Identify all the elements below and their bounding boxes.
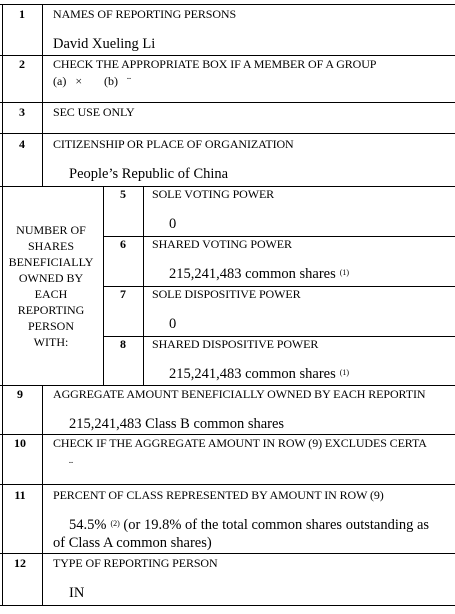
reporting-person-name: David Xueling Li bbox=[53, 36, 156, 52]
aggregate-amount-value: 215,241,483 Class B common shares bbox=[69, 416, 285, 432]
side-label-line: REPORTING bbox=[17, 303, 85, 317]
row-9-number: 9 bbox=[17, 387, 23, 401]
side-label-line: PERSON bbox=[27, 319, 74, 333]
rule bbox=[143, 186, 144, 386]
row-3-number: 3 bbox=[19, 105, 25, 119]
shared-voting-power-value bbox=[169, 266, 349, 283]
option-b-checkbox[interactable]: ¨ bbox=[127, 74, 131, 88]
side-label-line: WITH: bbox=[33, 335, 69, 349]
footnote-ref: (1) bbox=[339, 368, 350, 377]
row-8-number: 8 bbox=[120, 337, 126, 351]
row-4-label: CITIZENSHIP OR PLACE OF ORGANIZATION bbox=[53, 137, 294, 151]
row-5-number: 5 bbox=[120, 187, 126, 201]
percent-value: 54.5% bbox=[69, 517, 107, 533]
row-9-label: AGGREGATE AMOUNT BENEFICIALLY OWNED BY EACH REPORTIN bbox=[53, 387, 426, 401]
percent-of-class-value bbox=[69, 517, 429, 534]
row-6-number: 6 bbox=[120, 237, 126, 251]
row-7-number: 7 bbox=[120, 287, 126, 301]
row-12-label: TYPE OF REPORTING PERSON bbox=[53, 556, 218, 570]
rule bbox=[0, 102, 455, 103]
percent-value-detail: (or 19.8% of the total common shares outstanding as bbox=[123, 517, 430, 533]
shared-dispositive-shares: 215,241,483 common shares bbox=[169, 366, 336, 382]
shares-owned-side-label bbox=[2, 222, 100, 350]
rule bbox=[0, 605, 455, 606]
side-label-line: BENEFICIALLY bbox=[8, 255, 94, 269]
row-4-number: 4 bbox=[19, 137, 25, 151]
footnote-ref: (1) bbox=[339, 268, 350, 277]
rule bbox=[0, 133, 455, 134]
side-label-line: NUMBER OF bbox=[16, 223, 86, 237]
option-a-checkbox[interactable]: × bbox=[75, 74, 83, 88]
side-label-line: EACH bbox=[34, 287, 68, 301]
row-1-label: NAMES OF REPORTING PERSONS bbox=[53, 7, 237, 21]
sole-dispositive-power-value: 0 bbox=[169, 316, 177, 332]
row-8-label: SHARED DISPOSITIVE POWER bbox=[152, 337, 319, 351]
row-11-number: 11 bbox=[14, 488, 26, 502]
rule bbox=[0, 484, 455, 485]
rule bbox=[0, 385, 455, 386]
shared-dispositive-power-value bbox=[169, 366, 349, 383]
row-7-label: SOLE DISPOSITIVE POWER bbox=[152, 287, 301, 301]
rule bbox=[0, 55, 455, 56]
group-option-b bbox=[104, 74, 131, 89]
row-6-label: SHARED VOTING POWER bbox=[152, 237, 292, 251]
group-option-a bbox=[53, 74, 82, 89]
row-2-number: 2 bbox=[19, 57, 25, 71]
row-12-number: 12 bbox=[14, 556, 26, 570]
reporting-person-type-value: IN bbox=[69, 585, 85, 601]
row-1-number: 1 bbox=[19, 7, 25, 21]
percent-value-line-2: of Class A common shares) bbox=[53, 535, 212, 551]
sole-voting-power-value: 0 bbox=[169, 216, 177, 232]
row-10-label: CHECK IF THE AGGREGATE AMOUNT IN ROW (9) EXCLUDES CERTA bbox=[53, 436, 427, 450]
row-2-label: CHECK THE APPROPRIATE BOX IF A MEMBER OF A GROUP bbox=[53, 57, 377, 71]
rule bbox=[0, 434, 455, 435]
citizenship-value: People’s Republic of China bbox=[69, 166, 229, 182]
row-11-label: PERCENT OF CLASS REPRESENTED BY AMOUNT IN ROW (9) bbox=[53, 488, 384, 502]
row-10-number: 10 bbox=[14, 436, 26, 450]
rule bbox=[103, 186, 104, 386]
shared-voting-shares: 215,241,483 common shares bbox=[169, 266, 336, 282]
excludes-checkbox[interactable]: ¨ bbox=[69, 458, 73, 472]
option-a-label: (a) bbox=[53, 74, 67, 88]
side-label-line: SHARES bbox=[27, 239, 74, 253]
rule bbox=[0, 4, 455, 5]
row-5-label: SOLE VOTING POWER bbox=[152, 187, 275, 201]
row-3-label: SEC USE ONLY bbox=[53, 105, 135, 119]
side-label-line: OWNED BY bbox=[18, 271, 84, 285]
rule bbox=[42, 385, 43, 606]
option-b-label: (b) bbox=[104, 74, 118, 88]
rule bbox=[42, 4, 43, 187]
rule bbox=[0, 553, 455, 554]
footnote-ref: (2) bbox=[110, 519, 120, 528]
